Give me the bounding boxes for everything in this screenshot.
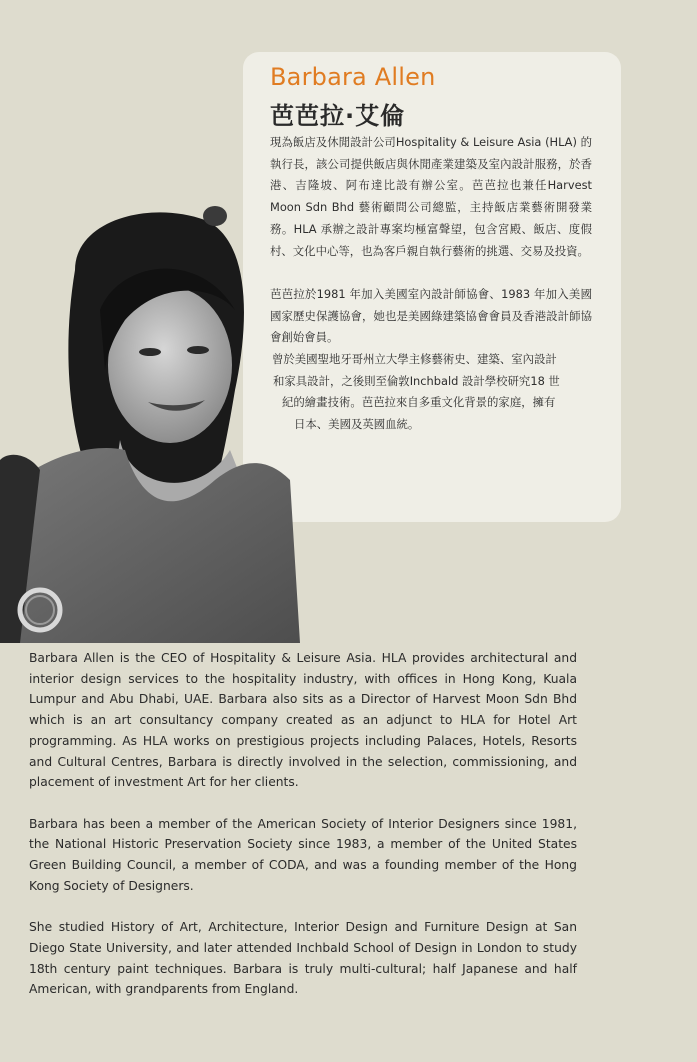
name-chinese: 芭芭拉·艾倫 (270, 102, 406, 130)
chinese-bio-paragraph-2: 芭芭拉於1981 年加入美國室內設計師協會、1983 年加入美國國家歷史保護協會，她也是美國綠建築協會會員及香港設計師協會創始會員。 (270, 287, 592, 345)
chinese-bio-line: 日本、美國及英國血統。 (294, 417, 420, 432)
english-bio-paragraph-2: Barbara has been a member of the American Society of Interior Designers since 1981, the National Historic Preservation Society since 1983, a member of the United States Green Building Council, a member of CODA, and was a founding member of the Hong Kong Society of Designers. (29, 816, 577, 893)
chinese-bio-paragraph-3 (270, 349, 592, 436)
chinese-bio-line: 和家具設計，之後則至倫敦Inchbald 設計學校研究18 世 (273, 373, 560, 388)
chinese-bio-line: 紀的繪畫技術。芭芭拉來自多重文化背景的家庭，擁有 (282, 395, 556, 410)
name-english: Barbara Allen (270, 63, 436, 91)
english-bio-paragraph-1: Barbara Allen is the CEO of Hospitality & Leisure Asia. HLA provides architectural and interior design services to the hospitality industry, with offices in Hong Kong, Kuala Lumpur and Abu Dhabi, UAE. Barbara also sits as a Director of Harvest Moon Sdn Bhd which is an art consultancy company created as an adjunct to HLA for Hotel Art programming. As HLA works on prestigious projects including Palaces, Hotels, Resorts and Cultural Centres, Barbara is directly involved in the selection, commissioning, and placement of investment Art for her clients. (29, 651, 577, 790)
chinese-bio-line: 曾於美國聖地牙哥州立大學主修藝術史、建築、室內設計 (272, 352, 557, 366)
chinese-bio-paragraph-1: 現為飯店及休閒設計公司Hospitality & Leisure Asia (HLA) 的執行長，該公司提供飯店與休閒產業建築及室內設計服務，於香港、吉隆坡、阿布達比設有辦公室。芭芭拉也兼任Harvest Moon Sdn Bhd 藝術顧問公司總監，主持飯店業藝術開發業務。HLA 承辦之設計專案均極富聲望，包含宮殿、飯店、度假村、文化中心等，也為客戶親自執行藝術的挑選、交易及投資。 (270, 135, 592, 258)
english-bio (29, 648, 577, 1021)
portrait-photo (0, 200, 300, 643)
english-bio-paragraph-3: She studied History of Art, Architecture, Interior Design and Furniture Design at San Diego State University, and later attended Inchbald School of Design in London to study 18th century paint techniques. Barbara is truly multi-cultural; half Japanese and half American, with grandparents from England. (29, 920, 577, 997)
